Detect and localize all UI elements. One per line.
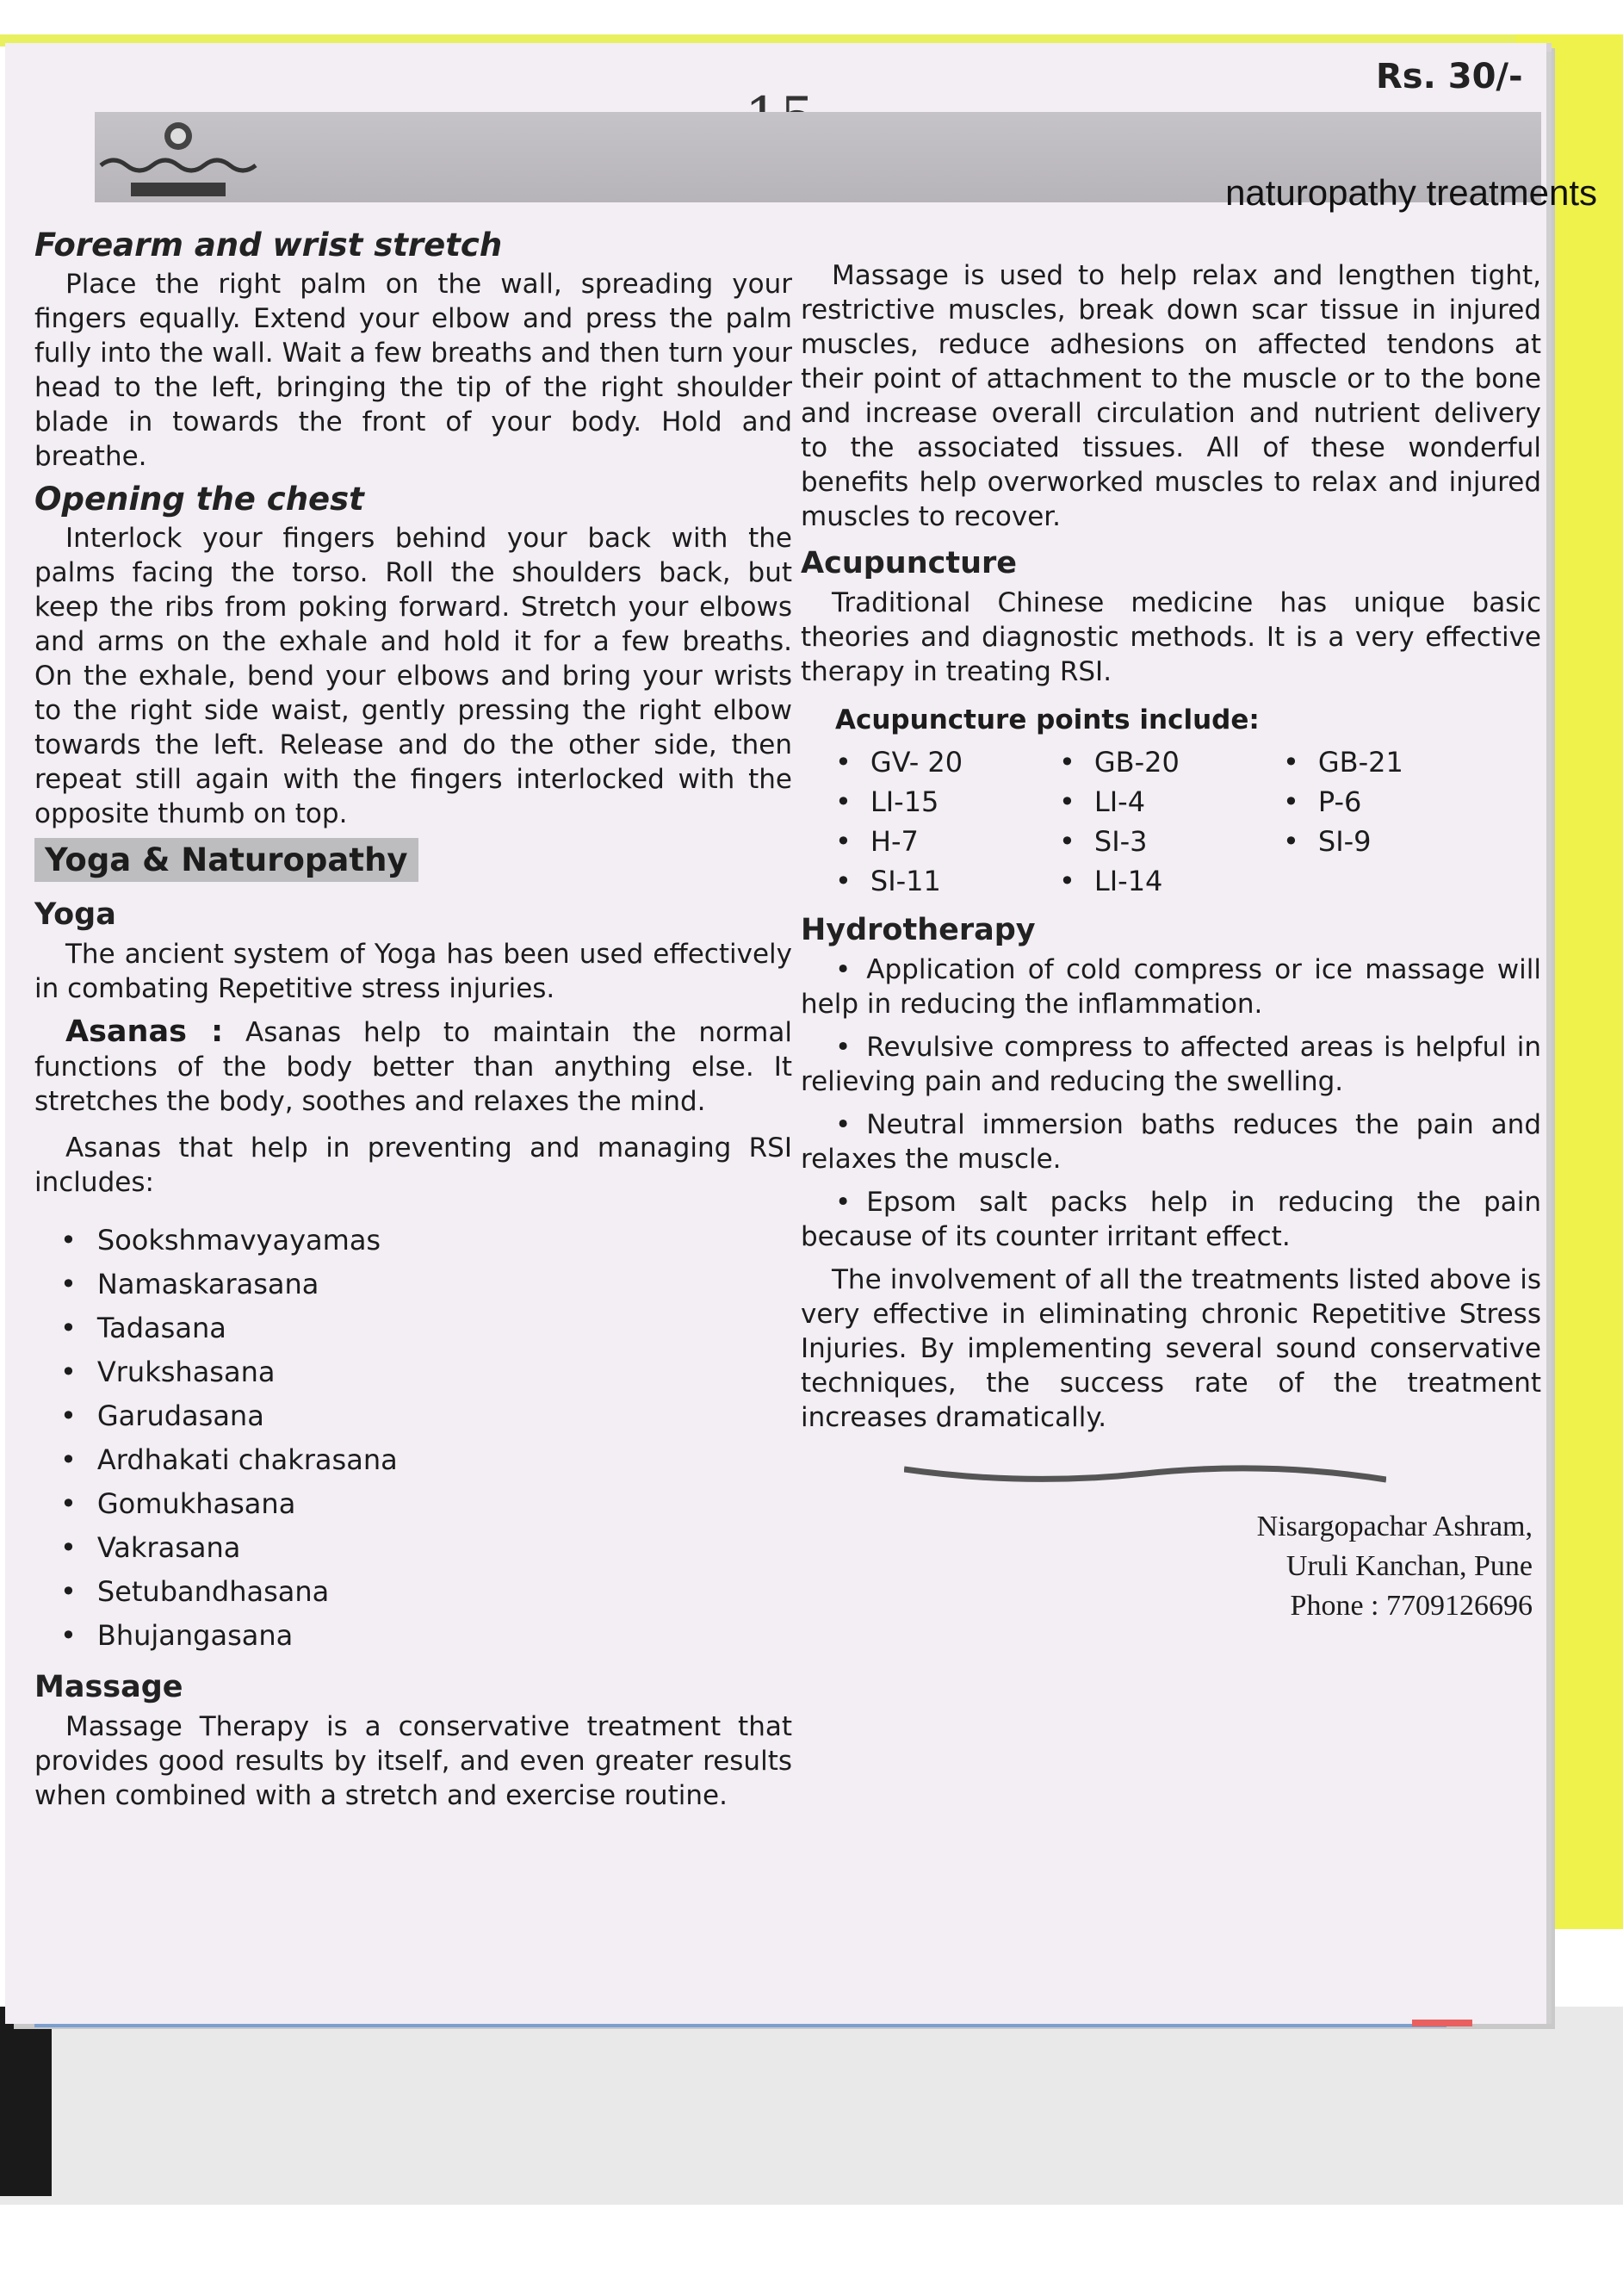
- list-item: • Application of cold compress or ice massage will help in reducing the inflammation.: [801, 953, 1541, 1021]
- list-item: • Epsom salt packs help in reducing the pain because of its counter irritant effect.: [801, 1185, 1541, 1254]
- scan-dark-corner: [0, 2007, 52, 2196]
- list-item: • Namaskarasana: [60, 1263, 792, 1306]
- forearm-heading: Forearm and wrist stretch: [34, 226, 503, 264]
- massage-continued-text: Massage is used to help relax and lengthen tight, restrictive muscles, break down scar tissue in injured muscles, reduce adhesions on affected tendons at their point of attachment to the muscle or to the bone and increase overall circulation and nutrient delivery to the associated tissues. All of these wonderful benefits help overworked muscles to relax and injured muscles to recover.: [801, 260, 1541, 532]
- signature-line-1: Nisargopachar Ashram,: [1256, 1511, 1533, 1542]
- left-column: [34, 220, 792, 1813]
- list-item: • Vrukshasana: [60, 1350, 792, 1394]
- scan-background-bottom: [0, 2007, 1623, 2205]
- massage-text: Massage Therapy is a conservative treatment that provides good results by itself, and even greater results when combined with a stretch and exercise routine.: [34, 1711, 792, 1811]
- acupuncture-points-grid: [835, 742, 1541, 901]
- list-item: • Sookshmavyayamas: [60, 1219, 792, 1263]
- hydrotherapy-list: [801, 953, 1541, 1254]
- page-bottom-rule: [34, 2024, 1446, 2027]
- list-item: • LI-14: [1059, 861, 1283, 901]
- list-item: • Setubandhasana: [60, 1570, 792, 1614]
- right-column: [801, 258, 1541, 1626]
- list-item: • Bhujangasana: [60, 1614, 792, 1658]
- list-item: • SI-3: [1059, 822, 1283, 861]
- page-bottom-accent: [1412, 2020, 1472, 2026]
- yoga-heading: Yoga: [34, 897, 116, 932]
- acupuncture-heading: Acupuncture: [801, 546, 1018, 580]
- list-item: • Ardhakati chakrasana: [60, 1438, 792, 1482]
- list-item: • P-6: [1283, 782, 1507, 822]
- conclusion-text: The involvement of all the treatments listed above is very effective in eliminating chronic Repetitive Stress Injuries. By implementing several sound conservative techniques, the success rate of the treatment increases dramatically.: [801, 1264, 1541, 1433]
- hydrotherapy-heading: Hydrotherapy: [801, 913, 1036, 947]
- massage-heading: Massage: [34, 1670, 183, 1704]
- list-item: • Garudasana: [60, 1394, 792, 1438]
- sun-waves-logo-icon: [96, 112, 260, 202]
- section-title: naturopathy treatments: [1225, 172, 1597, 213]
- asanas-list: [34, 1219, 792, 1658]
- acupuncture-points-title: Acupuncture points include:: [835, 704, 1260, 735]
- list-item: • LI-15: [835, 782, 1059, 822]
- chest-text: Interlock your fingers behind your back with the palms facing the torso. Roll the shoulders back, but keep the ribs from poking forward. Stretch your elbows and arms on the exhale and hold it for a few breaths. On the exhale, bend your elbows and bring your wrists to the right side waist, gently pressing the right elbow towards the left. Release and do the other side, then repeat still again with the fingers interlocked with the opposite thumb on top.: [34, 523, 792, 829]
- forearm-text: Place the right palm on the wall, spreading your fingers equally. Extend your elbow and press the palm fully into the wall. Wait a few breaths and then turn your head to the left, bringing the tip of the right shoulder blade in towards the front of your body. Hold and breathe.: [34, 269, 792, 472]
- list-item: • Gomukhasana: [60, 1482, 792, 1526]
- list-item: • LI-4: [1059, 782, 1283, 822]
- list-item: • H-7: [835, 822, 1059, 861]
- acupuncture-text: Traditional Chinese medicine has unique basic theories and diagnostic methods. It is a very effective therapy in treating RSI.: [801, 587, 1541, 687]
- signature-line-3: Phone : 7709126696: [1290, 1590, 1533, 1622]
- list-item: • GV- 20: [835, 742, 1059, 782]
- price-label: Rs. 30/-: [1376, 57, 1523, 96]
- signature-block: [801, 1507, 1533, 1626]
- list-item: • Revulsive compress to affected areas is helpful in relieving pain and reducing the swelling.: [801, 1030, 1541, 1099]
- yoga-text: The ancient system of Yoga has been used effectively in combating Repetitive stress injuries.: [34, 939, 792, 1004]
- yoga-naturopathy-band: Yoga & Naturopathy: [34, 838, 418, 882]
- asanas-paragraph: [34, 1015, 792, 1119]
- list-item: • Vakrasana: [60, 1526, 792, 1570]
- list-item: • GB-21: [1283, 742, 1507, 782]
- list-item: • Neutral immersion baths reduces the pain and relaxes the muscle.: [801, 1108, 1541, 1176]
- chest-heading: Opening the chest: [34, 481, 364, 518]
- asanas-label: Asanas :: [65, 1015, 224, 1049]
- asanas-intro: Asanas that help in preventing and managing RSI includes:: [34, 1132, 792, 1198]
- signature-line-2: Uruli Kanchan, Pune: [1285, 1550, 1533, 1582]
- decorative-swash-divider: [904, 1461, 1386, 1486]
- list-item: • SI-9: [1283, 822, 1507, 861]
- list-item: • SI-11: [835, 861, 1059, 901]
- page-edge: [1546, 52, 1552, 2024]
- list-item: • GB-20: [1059, 742, 1283, 782]
- list-item: • Tadasana: [60, 1306, 792, 1350]
- asanas-text: Asanas help to maintain the normal functions of the body better than anything else. It stretches the body, soothes and relaxes the mind.: [34, 1017, 792, 1117]
